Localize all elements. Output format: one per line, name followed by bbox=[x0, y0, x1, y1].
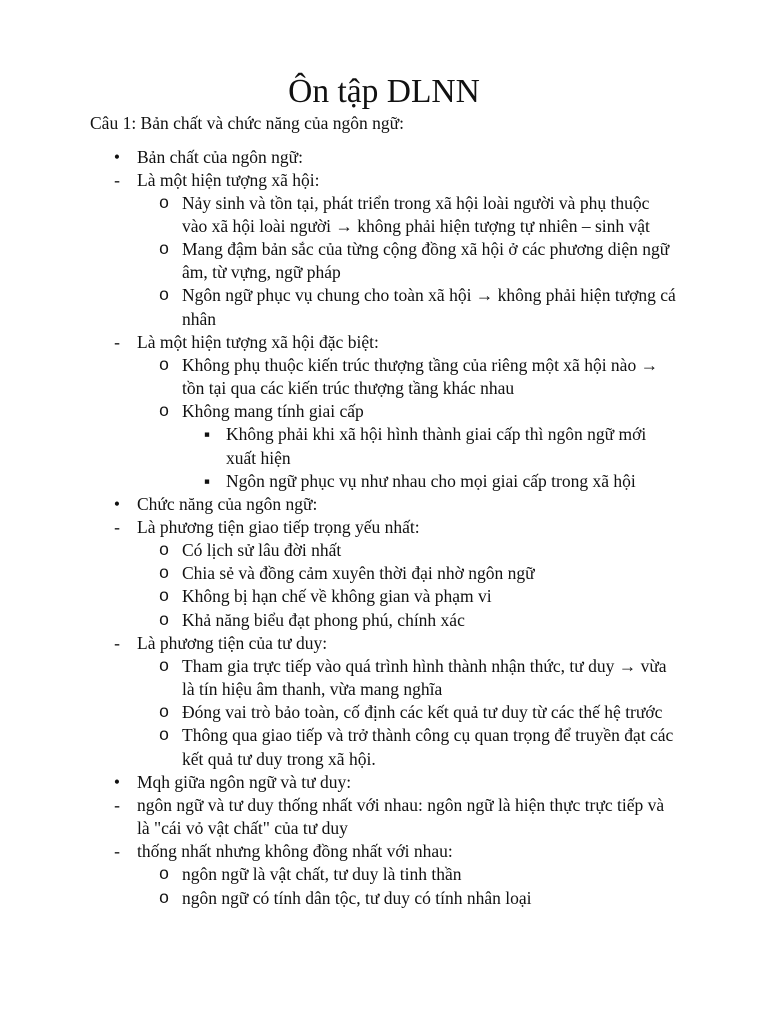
dash-point-text: Là một hiện tượng xã hội đặc biệt: bbox=[137, 331, 379, 352]
dash-marker: - bbox=[114, 331, 120, 352]
dash-point-text: Là phương tiện giao tiếp trọng yếu nhất: bbox=[137, 517, 420, 537]
circle-bullet-marker: o bbox=[158, 564, 170, 585]
sub-point-item bbox=[90, 724, 700, 770]
sub-point-list bbox=[90, 863, 700, 909]
round-bullet-marker: • bbox=[113, 771, 121, 792]
dash-point-text: Là phương tiện của tư duy: bbox=[137, 632, 328, 653]
section-bullet-text: Bản chất của ngôn ngữ: bbox=[137, 146, 303, 167]
sub-point-item bbox=[90, 354, 700, 400]
sub-point-item bbox=[90, 400, 700, 423]
sub-point-item bbox=[90, 192, 700, 238]
dash-point-item bbox=[90, 516, 700, 539]
section-bullet-item bbox=[90, 146, 700, 169]
sub-point-text: Mang đậm bản sắc của từng cộng đồng xã hội ở các phương diện ngữ âm, từ vựng, ngữ pháp bbox=[182, 239, 670, 283]
sub-point-item bbox=[90, 701, 700, 724]
dash-point-item bbox=[90, 632, 700, 655]
circle-bullet-marker: o bbox=[158, 240, 170, 261]
square-bullet-marker: ▪ bbox=[203, 424, 211, 445]
circle-bullet-marker: o bbox=[158, 656, 170, 677]
notes-outline bbox=[90, 146, 700, 910]
dash-point-text: ngôn ngữ và tư duy thống nhất với nhau: ngôn ngữ là hiện thực trực tiếp và là "cái vỏ vật chất" của tư duy bbox=[137, 794, 665, 839]
section-bullet-item bbox=[90, 771, 700, 794]
dash-marker: - bbox=[114, 169, 120, 190]
sub-point-text: ngôn ngữ là vật chất, tư duy là tinh thần bbox=[182, 864, 462, 885]
sub-point-text: ngôn ngữ có tính dân tộc, tư duy có tính nhân loại bbox=[182, 887, 532, 908]
square-bullet-marker: ▪ bbox=[203, 470, 211, 491]
detail-item bbox=[90, 470, 700, 493]
point-group bbox=[90, 169, 700, 331]
circle-bullet-marker: o bbox=[158, 865, 170, 886]
dash-marker: - bbox=[114, 841, 120, 862]
sub-point-item bbox=[90, 539, 700, 562]
section-bullet-text: Chức năng của ngôn ngữ: bbox=[137, 493, 318, 514]
detail-item bbox=[90, 423, 700, 469]
sub-point-list bbox=[90, 192, 700, 331]
dash-point-item bbox=[90, 840, 700, 863]
sub-point-text: Có lịch sử lâu đời nhất bbox=[182, 540, 342, 561]
circle-bullet-marker: o bbox=[158, 587, 170, 608]
sub-point-text: Không bị hạn chế về không gian và phạm vi bbox=[182, 586, 492, 607]
sub-point-text: Chia sẻ và đồng cảm xuyên thời đại nhờ ngôn ngữ bbox=[182, 563, 535, 584]
circle-bullet-marker: o bbox=[158, 726, 170, 747]
point-group bbox=[90, 331, 700, 493]
sub-point-item bbox=[90, 238, 700, 284]
sub-point-item bbox=[90, 284, 700, 330]
dash-point-text: thống nhất nhưng không đồng nhất với nhau: bbox=[137, 841, 453, 862]
sub-point-item bbox=[90, 655, 700, 701]
circle-bullet-marker: o bbox=[158, 610, 170, 631]
circle-bullet-marker: o bbox=[158, 703, 170, 724]
sub-point-text: Đóng vai trò bảo toàn, cố định các kết quả tư duy từ các thế hệ trước bbox=[182, 702, 663, 723]
document-title: Ôn tập DLNN bbox=[288, 73, 480, 110]
sub-point-item bbox=[90, 887, 700, 910]
point-group bbox=[90, 516, 700, 632]
sub-point-item bbox=[90, 585, 700, 608]
sub-point-text: Thông qua giao tiếp và trở thành công cụ quan trọng để truyền đạt các kết quả tư duy trong xã hội. bbox=[182, 725, 674, 769]
sub-point-text: Ngôn ngữ phục vụ chung cho toàn xã hội → không phải hiện tượng cá nhân bbox=[182, 285, 676, 329]
detail-list bbox=[90, 423, 700, 492]
dash-marker: - bbox=[114, 632, 120, 653]
sub-point-list bbox=[90, 655, 700, 771]
detail-text: Ngôn ngữ phục vụ như nhau cho mọi giai cấp trong xã hội bbox=[226, 470, 636, 491]
round-bullet-marker: • bbox=[113, 146, 121, 167]
sub-point-list bbox=[90, 354, 700, 493]
point-group bbox=[90, 840, 700, 909]
round-bullet-marker: • bbox=[113, 493, 121, 514]
section-bullet-text: Mqh giữa ngôn ngữ và tư duy: bbox=[137, 771, 352, 792]
point-group bbox=[90, 632, 700, 771]
question-heading: Câu 1: Bản chất và chức năng của ngôn ngữ: bbox=[90, 112, 404, 133]
sub-point-text: Khả năng biểu đạt phong phú, chính xác bbox=[182, 609, 465, 630]
circle-bullet-marker: o bbox=[158, 286, 170, 307]
section-bullet-item bbox=[90, 493, 700, 516]
dash-point-item bbox=[90, 794, 700, 840]
sub-point-text: Không mang tính giai cấp bbox=[182, 401, 364, 422]
circle-bullet-marker: o bbox=[158, 402, 170, 423]
sub-point-item bbox=[90, 562, 700, 585]
sub-point-text: Nảy sinh và tồn tại, phát triển trong xã hội loài người và phụ thuộc vào xã hội loài người → không phải hiện tượng tự nhiên – sinh vật bbox=[182, 192, 650, 236]
sub-point-list bbox=[90, 539, 700, 632]
sub-point-item bbox=[90, 863, 700, 886]
circle-bullet-marker: o bbox=[158, 193, 170, 214]
circle-bullet-marker: o bbox=[158, 541, 170, 562]
sub-point-item bbox=[90, 609, 700, 632]
dash-marker: - bbox=[114, 794, 120, 815]
dash-marker: - bbox=[114, 517, 120, 537]
dash-point-text: Là một hiện tượng xã hội: bbox=[137, 169, 320, 190]
detail-text: Không phải khi xã hội hình thành giai cấp thì ngôn ngữ mới xuất hiện bbox=[226, 424, 647, 468]
dash-point-item bbox=[90, 169, 700, 192]
dash-point-item bbox=[90, 331, 700, 354]
sub-point-text: Không phụ thuộc kiến trúc thượng tầng của riêng một xã hội nào → tồn tại qua các kiến trúc thượng tầng khác nhau bbox=[182, 354, 659, 399]
circle-bullet-marker: o bbox=[158, 355, 170, 376]
sub-point-text: Tham gia trực tiếp vào quá trình hình thành nhận thức, tư duy → vừa là tín hiệu âm thanh, vừa mang nghĩa bbox=[182, 655, 667, 700]
circle-bullet-marker: o bbox=[158, 888, 170, 909]
